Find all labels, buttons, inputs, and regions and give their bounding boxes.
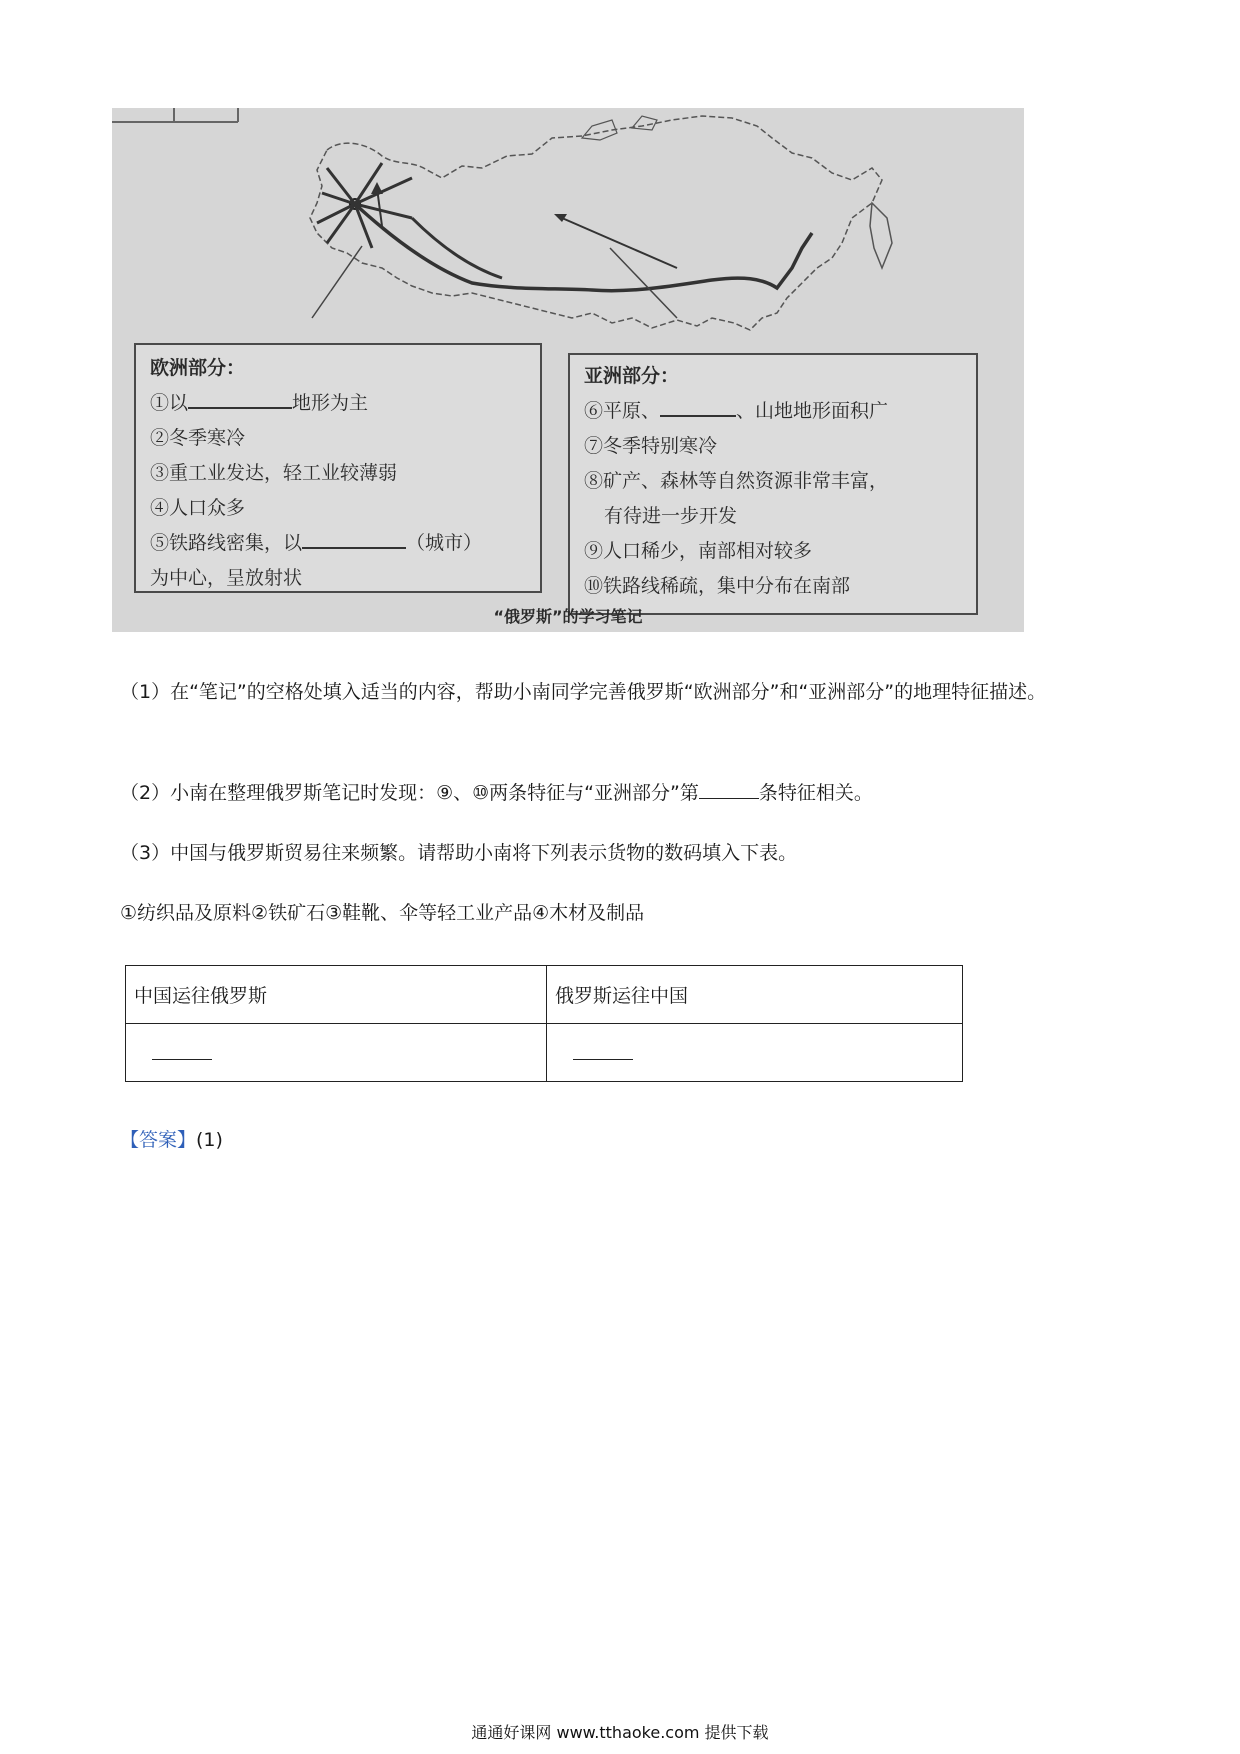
asia-line-1-post: 、山地地形面积广 [736, 400, 889, 422]
trade-table [125, 965, 963, 1082]
question-2-pre: （2）小南在整理俄罗斯笔记时发现：⑨、⑩两条特征与“亚洲部分”第 [120, 782, 699, 804]
header-russia-to-china: 俄罗斯运往中国 [547, 966, 963, 1024]
table-answer-row [126, 1024, 963, 1082]
question-3: （3）中国与俄罗斯贸易往来频繁。请帮助小南将下列表示货物的数码填入下表。 [120, 842, 798, 864]
europe-line-1-pre: ①以 [150, 392, 189, 414]
figure-caption: “俄罗斯”的学习笔记 [493, 607, 643, 626]
europe-line-5 [150, 526, 526, 561]
asia-line-1-pre: ⑥平原、 [584, 400, 661, 422]
question-2-post: 条特征相关。 [758, 782, 873, 804]
answer-cell-russia-to-china[interactable] [547, 1024, 963, 1082]
europe-line-1-post: 地形为主 [292, 392, 369, 414]
asia-line-6: ⑩铁路线稀疏，集中分布在南部 [584, 575, 851, 597]
asia-line-2: ⑦冬季特别寒冷 [584, 435, 718, 457]
europe-notes-box [134, 343, 542, 593]
asia-line-5: ⑨人口稀少，南部相对较多 [584, 540, 813, 562]
answer-blank-2[interactable] [573, 1041, 633, 1060]
footer: 通通好课网 www.tthaoke.com 提供下载 [471, 1723, 769, 1742]
answer-text: (1) [196, 1129, 223, 1151]
russia-outline [310, 116, 882, 330]
europe-line-2: ②冬季寒冷 [150, 427, 246, 449]
asia-notes-box [568, 353, 978, 615]
answer-line [120, 1125, 1130, 1152]
europe-line-3: ③重工业发达，轻工业较薄弱 [150, 462, 398, 484]
asia-arrow [562, 218, 677, 268]
asia-blank-1[interactable] [660, 397, 736, 417]
trans-siberian-railway [355, 204, 812, 291]
answer-blank-1[interactable] [152, 1041, 212, 1060]
europe-line-5-pre: ⑤铁路线密集，以 [150, 532, 303, 554]
asia-line-1 [584, 394, 962, 429]
goods-list: ①纺织品及原料②铁矿石③鞋靴、伞等轻工业产品④木材及制品 [120, 902, 645, 924]
europe-line-1 [150, 386, 526, 421]
kamchatka-outline [870, 203, 892, 268]
europe-line-4: ④人口众多 [150, 497, 246, 519]
question-2-blank[interactable] [699, 780, 759, 799]
europe-blank-2[interactable] [302, 529, 406, 549]
asia-pointer [610, 248, 677, 318]
asia-line-4: 有待进一步开发 [604, 505, 738, 527]
header-china-to-russia: 中国运往俄罗斯 [126, 966, 547, 1024]
question-1: （1）在“笔记”的空格处填入适当的内容，帮助小南同学完善俄罗斯“欧洲部分”和“亚洲部分”的地理特征描述。 [120, 681, 1047, 703]
russia-notes-figure [112, 108, 1024, 632]
asia-line-3: ⑧矿产、森林等自然资源非常丰富， [584, 470, 889, 492]
question-2 [120, 778, 1130, 805]
europe-line-5-post: （城市） [406, 532, 483, 554]
table-header-row [126, 966, 963, 1024]
europe-line-6: 为中心，呈放射状 [150, 567, 303, 589]
europe-pointer [312, 246, 362, 318]
answer-cell-china-to-russia[interactable] [126, 1024, 547, 1082]
answer-tag: 【答案】 [120, 1129, 197, 1151]
europe-title: 欧洲部分： [150, 357, 246, 379]
islands-outline [582, 116, 657, 140]
europe-blank-1[interactable] [188, 389, 292, 409]
european-railways [317, 163, 412, 248]
asia-title: 亚洲部分： [584, 365, 680, 387]
